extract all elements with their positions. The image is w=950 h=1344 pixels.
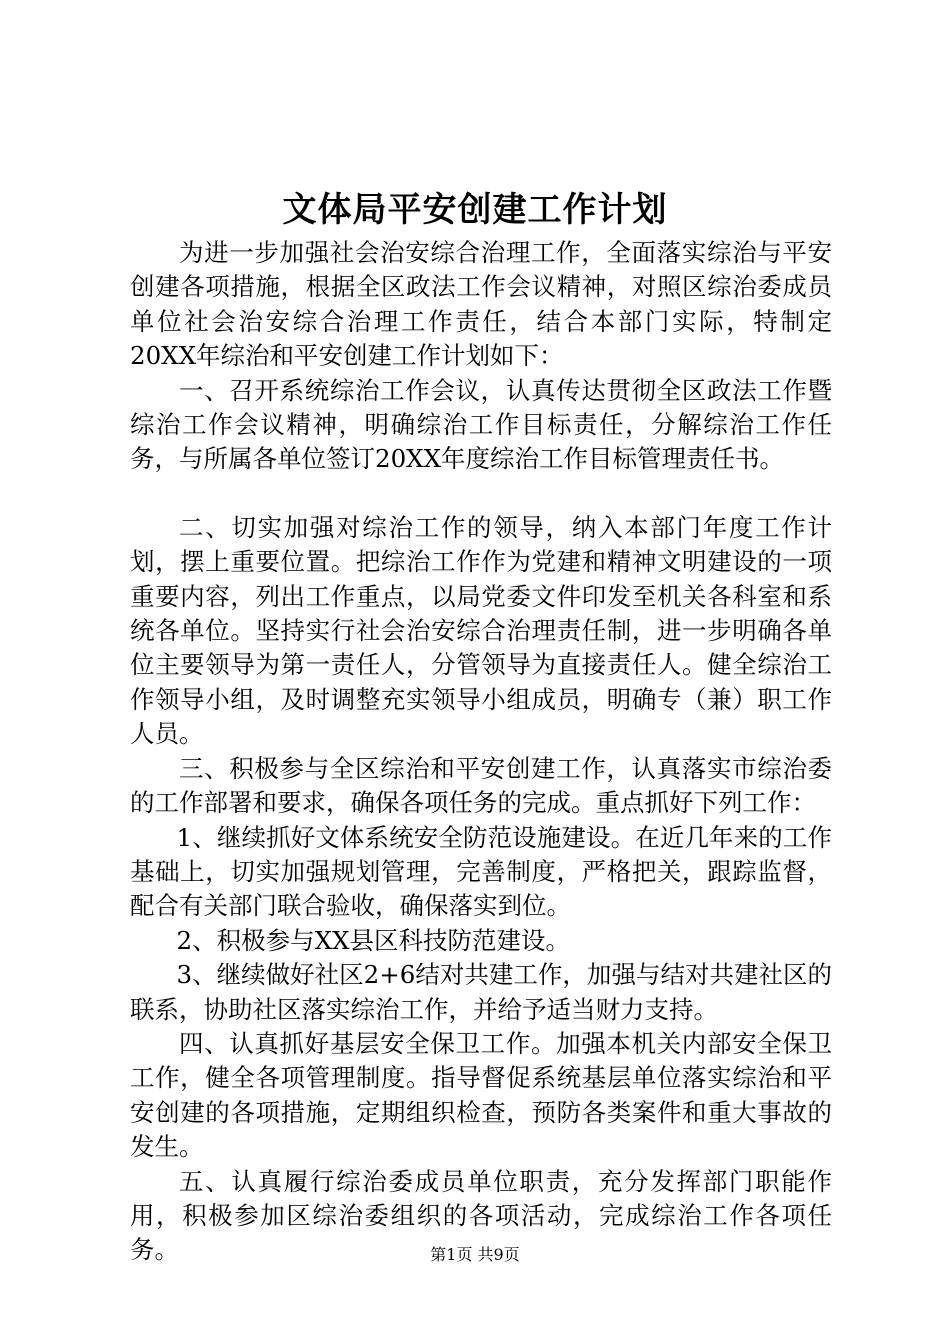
paragraph-item-5: 五、认真履行综治委成员单位职责，充分发挥部门职能作用，积极参加区综治委组织的各项活动，完成综治工作各项任务。	[130, 1166, 832, 1265]
paragraph-intro: 为进一步加强社会治安综合治理工作，全面落实综治与平安创建各项措施，根据全区政法工作会议精神，对照区综治委成员单位社会治安综合治理工作责任，结合本部门实际，特制定20XX年综治和平安创建工作计划如下：	[130, 238, 832, 371]
paragraph-item-4: 四、认真抓好基层安全保卫工作。加强本机关内部安全保卫工作，健全各项管理制度。指导督促系统基层单位落实综治和平安创建的各项措施，定期组织检查，预防各类案件和重大事故的发生。	[130, 1028, 832, 1162]
document-title: 文体局平安创建工作计划	[282, 190, 668, 230]
paragraph-subitem-3: 3、继续做好社区2+6结对共建工作，加强与结对共建社区的联系，协助社区落实综治工作，并给予适当财力支持。	[130, 960, 832, 1024]
paragraph-item-3: 三、积极参与全区综治和平安创建工作，认真落实市综治委的工作部署和要求，确保各项任务的完成。重点抓好下列工作：	[130, 753, 832, 818]
page-footer: 第1页 共9页	[430, 1245, 520, 1264]
paragraph-subitem-2: 2、积极参与XX县区科技防范建设。	[176, 925, 571, 955]
document-body	[130, 236, 832, 1268]
paragraph-item-2: 二、切实加强对综治工作的领导，纳入本部门年度工作计划，摆上重要位置。把综治工作作为党建和精神文明建设的一项重要内容，列出工作重点，以局党委文件印发至机关各科室和系统各单位。坚持实行社会治安综合治理责任制，进一步明确各单位主要领导为第一责任人，分管领导为直接责任人。健全综治工作领导小组，及时调整充实领导小组成员，明确专（兼）职工作人员。	[130, 512, 832, 749]
paragraph-gap	[130, 477, 832, 511]
paragraph-subitem-1: 1、继续抓好文体系统安全防范设施建设。在近几年来的工作基础上，切实加强规划管理，完善制度，严格把关，跟踪监督，配合有关部门联合验收，确保落实到位。	[130, 822, 832, 921]
paragraph-item-1: 一、召开系统综治工作会议，认真传达贯彻全区政法工作暨综治工作会议精神，明确综治工作目标责任，分解综治工作任务，与所属各单位签订20XX年度综治工作目标管理责任书。	[130, 375, 832, 474]
